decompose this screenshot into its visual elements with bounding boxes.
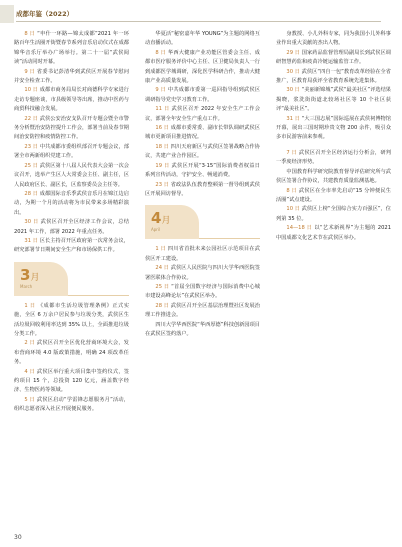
event-paragraph — [14, 218, 129, 237]
event-paragraph — [145, 124, 260, 143]
event-date: 2 日 — [24, 340, 37, 347]
event-date: 18 日 — [155, 143, 171, 150]
event-text: 华夏活“秘密嘉年华 YOUNG”为主题的网络互动直播活动。 — [145, 31, 260, 47]
event-date: 8 日 — [286, 187, 299, 194]
event-text: “首届全国数字经济与国际消费中心城市建设高峰论坛”在武侯区举办。 — [145, 283, 260, 300]
event-text: 四川大学华西医院“华西厚德”科技创新园项目在武侯区签约落户。 — [145, 321, 260, 337]
event-date: 31 日 — [24, 237, 40, 244]
event-text: 成都市商务局局长对商德科学专家进行走访专题座谈，市县级领导等出席，推动中医药与商贸科技融合发展。 — [14, 87, 129, 113]
event-date: 28 日 — [24, 190, 40, 197]
event-text: 省政法队伍教育整顿第一督导组到武侯区开展回访督导。 — [145, 181, 260, 197]
event-paragraph — [276, 115, 391, 143]
month-heading-april — [145, 205, 260, 239]
month-box — [145, 205, 199, 239]
month-number: 4月 — [151, 209, 171, 228]
event-paragraph — [145, 321, 260, 340]
event-paragraph — [14, 368, 129, 396]
column-2 — [145, 30, 260, 339]
column-2-paras-after — [145, 245, 260, 339]
event-text: 武侯公安治安支队召开专题会暨全市警务分析暨治安防控提升工作会，部署当前及春节期间治安防控和疫情防控工作。 — [14, 115, 129, 141]
month-rule — [68, 295, 129, 296]
event-text: 武侯区召开全区经济工作会议，总结 2021 年工作，部署 2022 年重点任务。 — [14, 219, 129, 235]
event-paragraph — [14, 396, 129, 415]
event-paragraph — [276, 168, 391, 187]
event-paragraph — [276, 187, 391, 206]
event-paragraph — [276, 68, 391, 87]
event-paragraph — [14, 30, 129, 68]
event-paragraph — [145, 245, 260, 264]
event-paragraph — [145, 30, 260, 49]
event-paragraph — [14, 162, 129, 190]
event-text: 武侯区“四自一包”教育改革经验在全省推广，区教育局获评全省教育系统先进集体。 — [276, 68, 391, 85]
event-date: 31 日 — [286, 115, 302, 122]
header-title: 成都年鉴（2022） — [16, 10, 74, 18]
event-text: 武侯区开展“3·15”国际消费者权益日系列宣传活动，守护安全、畅通消费。 — [145, 162, 260, 179]
event-text: 国家药品监督管理局副局长到武侯区调研智慧药监和疫苗冷链运输监管工作。 — [276, 49, 391, 66]
column-3-paras-after — [276, 149, 391, 243]
event-text: 四川省首批未来公园社区示范项目在武侯区开工建设。 — [145, 246, 260, 262]
event-paragraph — [276, 86, 391, 114]
event-date: 30 日 — [24, 219, 41, 226]
event-text: “美丽新锦城”武侯“最美社区”评选结果揭晓，浆洗街街道北较场社区等 10 个社区获评“最美社区”。 — [276, 87, 391, 113]
event-text: 武侯区在全市率先启动“15 分钟便民生活圈”试点建设。 — [276, 187, 391, 203]
event-paragraph — [14, 68, 129, 87]
header-accent-strip — [0, 5, 14, 23]
event-paragraph — [14, 115, 129, 143]
page-number: 30 — [14, 534, 22, 541]
event-text: 中共成都市委第一巡回指导组到武侯区调研指导党史学习教育工作。 — [145, 87, 260, 103]
event-date: 23 日 — [155, 181, 171, 188]
month-heading-march — [14, 262, 129, 296]
event-text: 武侯区举行重大项目集中签约仪式，签约项目 15 个，总投资 120 亿元，涵盖数字经济、生物医药等领域。 — [14, 368, 129, 394]
event-paragraph — [276, 205, 391, 224]
event-paragraph — [14, 143, 129, 162]
month-number: 3月 — [20, 265, 40, 284]
event-text: 武侯区人民医院与四川大学华西医院签署医联体合作协议。 — [145, 265, 260, 281]
event-paragraph — [145, 302, 260, 321]
event-date: 25 日 — [155, 283, 172, 290]
event-text: 中共成都市委组织部召开专题会议，部署全市两新组织党建工作。 — [14, 143, 129, 160]
event-paragraph — [145, 143, 260, 162]
event-date: 19 日 — [155, 162, 172, 169]
column-3-paras-before — [276, 30, 391, 143]
month-box — [14, 262, 68, 296]
event-paragraph — [14, 302, 129, 340]
header-rule — [16, 21, 381, 22]
event-paragraph — [14, 339, 129, 367]
event-date: 23 日 — [24, 143, 40, 150]
month-english: April — [151, 227, 161, 233]
event-paragraph — [276, 149, 391, 168]
column-2-paras-before — [145, 30, 260, 199]
page-header — [0, 0, 402, 30]
event-text: 成都市委常委、副市长带队调研武侯区城市更新项目推进情况。 — [145, 125, 260, 141]
event-text: 省委书记彭清华到武侯区开展春节慰问并安全检查工作。 — [14, 68, 129, 85]
event-text: 武侯区召开全区基层治理暨社区发展治理工作推进会。 — [145, 302, 260, 319]
month-rule — [199, 238, 260, 239]
event-text: “大三国志展”国际巡展在武侯祠博物馆开幕，展出三国时期珍贵文物 200 余件，吸引众多市民游客前来参观。 — [276, 115, 391, 141]
event-date: 1 日 — [155, 246, 168, 253]
event-date: 22 日 — [24, 115, 40, 122]
event-date: 30 日 — [286, 87, 302, 94]
event-date: 1 日 — [24, 302, 38, 309]
event-paragraph — [145, 105, 260, 124]
event-date: 9 日 — [24, 68, 37, 75]
event-text: 武侯区召开 2022 年安全生产工作会议，部署全年安全生产重点工作。 — [145, 106, 260, 122]
column-1-paras-after — [14, 302, 129, 415]
event-paragraph — [276, 49, 391, 68]
event-text: 《成都市生活垃圾管理条例》正式实施，全区 6 万余户居民参与垃圾分类，武侯区生活垃圾回收利用率达到 35% 以上，全面推进垃圾分类工作。 — [14, 302, 129, 337]
event-paragraph — [145, 162, 260, 181]
event-date: 5 日 — [24, 396, 37, 403]
event-paragraph — [145, 181, 260, 200]
event-paragraph — [276, 224, 391, 243]
event-text: 武侯区第十八届人民代表大会第一次会议召开，选举产生区人大常委会主任、副主任，区人民政府区长、副区长，区监察委员会主任等。 — [14, 162, 129, 188]
event-date: 14—18 日 — [286, 225, 315, 232]
event-date: 8 日 — [24, 31, 38, 37]
event-date: 16 日 — [155, 125, 171, 132]
event-date: 28 日 — [155, 302, 171, 309]
event-text: 成都国际音乐季武侯音乐月在锦江边启动，为期一个月的活动将为市民带来多场精彩演出。 — [14, 190, 129, 216]
event-text: 身教授、小儿外科专家，同为我国小儿外科事业作出重大贡献的杰出人物。 — [276, 31, 391, 47]
event-date: 4 日 — [24, 368, 37, 375]
event-date: 10 日 — [24, 87, 40, 94]
event-date: 30 日 — [286, 68, 302, 75]
month-english: March — [20, 283, 33, 289]
event-paragraph — [14, 190, 129, 218]
event-text: 中国教育科学研究院教育督导评估研究所与武侯区签署合作协议，共建教育质量监测基地。 — [276, 168, 391, 185]
column-1-paras-before — [14, 30, 129, 256]
event-text: “申什一环路—锦太成都”2021 年一环路百年生活圈开街暨春节系列音乐启动仪式在成都锦华音乐厅举办广场举行。第二十一届“武侯阅读”活动同时开幕。 — [14, 31, 129, 66]
event-text: 武侯区召开全区优化营商环境大会，发布营商环境 4.0 版政策措施，明确 24 项改革任务。 — [14, 340, 129, 366]
column-3 — [276, 30, 391, 243]
event-date: 9 日 — [155, 87, 168, 94]
event-text: 武侯区上榜“全国综合实力百强区”，位列第 35 位。 — [276, 206, 391, 222]
event-paragraph — [276, 30, 391, 49]
event-text: 区长主持召开区政府第一次常务会议，研究部署节日期间安全生产和市场保供工作。 — [14, 237, 129, 254]
event-text: 武侯区召开全区经济运行分析会，研判一季度经济形势。 — [276, 149, 391, 166]
event-date: 10 日 — [286, 206, 302, 213]
event-text: 四川天府新区与武侯区签署战略合作协议，共建产业合作园区。 — [145, 143, 260, 160]
event-text: 华西大健康产业功能区管委会主任、成都市医疗服务评价中心主任、区卫健局负责人一行到成都医学城调研，深化医学科研合作，推动大健康产业高质量发展。 — [145, 49, 260, 85]
event-paragraph — [145, 283, 260, 302]
event-date: 29 日 — [286, 49, 302, 56]
event-date: 8 日 — [155, 49, 168, 56]
event-date: 11 日 — [155, 106, 172, 113]
column-1 — [14, 30, 129, 415]
event-paragraph — [145, 86, 260, 105]
event-date: 25 日 — [24, 162, 40, 169]
event-paragraph — [145, 49, 260, 87]
event-text: 武侯区启动“学雷锋志愿服务月”活动，组织志愿者深入社区开展便民服务。 — [14, 396, 129, 413]
event-paragraph — [14, 86, 129, 114]
event-date: 24 日 — [155, 265, 171, 272]
event-paragraph — [14, 237, 129, 256]
event-text: 以“艺术新视界”为主题的 2021 中国成都文化艺术节在武侯区举办。 — [276, 225, 391, 241]
event-date: 7 日 — [286, 149, 299, 156]
event-paragraph — [145, 264, 260, 283]
